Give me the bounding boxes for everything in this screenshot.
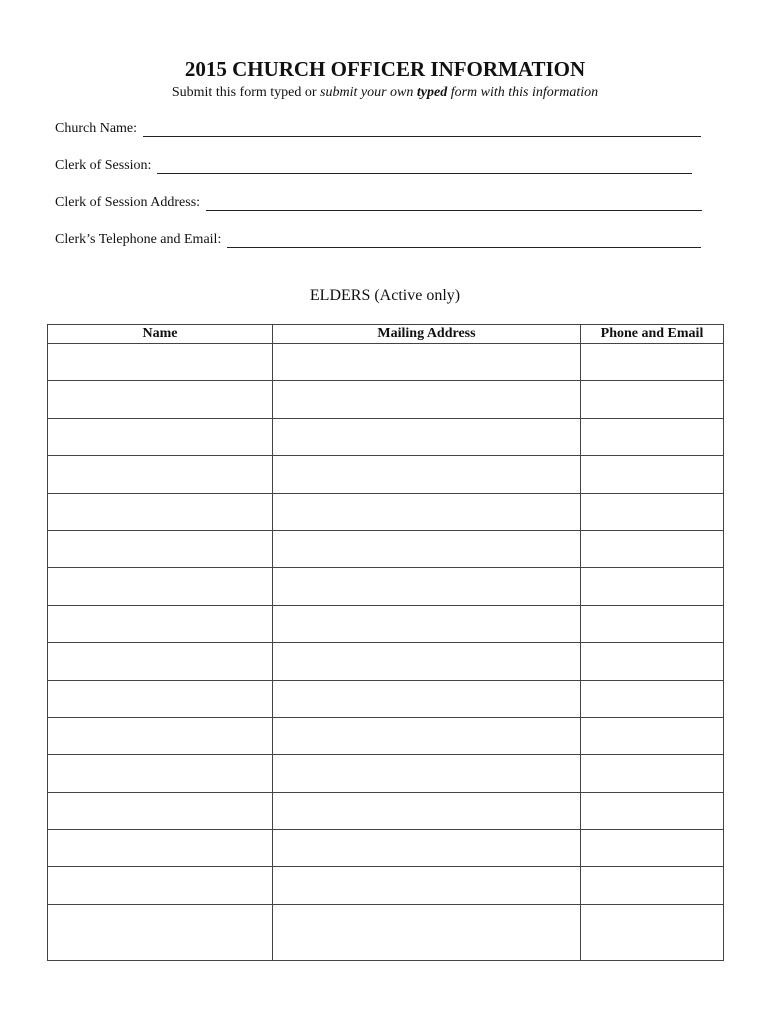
- cell-mailing-address[interactable]: [273, 456, 581, 493]
- elders-section-title: ELDERS (Active only): [309, 287, 461, 304]
- cell-name[interactable]: [48, 344, 273, 381]
- table-row: [48, 792, 724, 829]
- cell-mailing-address[interactable]: [273, 680, 581, 717]
- cell-name[interactable]: [48, 792, 273, 829]
- church-name-input-line[interactable]: [143, 123, 701, 137]
- cell-name[interactable]: [48, 680, 273, 717]
- cell-mailing-address[interactable]: [273, 381, 581, 418]
- clerk-of-session-field: [55, 158, 692, 174]
- church-name-field: [55, 121, 701, 137]
- table-row: [48, 904, 724, 960]
- column-header-name: Name: [48, 325, 273, 344]
- cell-phone-email[interactable]: [581, 680, 724, 717]
- table-row: [48, 755, 724, 792]
- table-row: [48, 493, 724, 530]
- cell-phone-email[interactable]: [581, 493, 724, 530]
- cell-phone-email[interactable]: [581, 755, 724, 792]
- cell-name[interactable]: [48, 418, 273, 455]
- table-row: [48, 867, 724, 904]
- cell-name[interactable]: [48, 904, 273, 960]
- instructions-italic-end: form with this information: [447, 85, 599, 100]
- cell-name[interactable]: [48, 755, 273, 792]
- table-row: [48, 605, 724, 642]
- cell-mailing-address[interactable]: [273, 344, 581, 381]
- cell-mailing-address[interactable]: [273, 605, 581, 642]
- clerk-address-label: Clerk of Session Address:: [55, 195, 201, 210]
- table-row: [48, 568, 724, 605]
- cell-name[interactable]: [48, 493, 273, 530]
- cell-name[interactable]: [48, 605, 273, 642]
- table-row: [48, 418, 724, 455]
- cell-phone-email[interactable]: [581, 792, 724, 829]
- clerk-of-session-label: Clerk of Session:: [55, 158, 152, 173]
- cell-name[interactable]: [48, 830, 273, 867]
- table-row: [48, 344, 724, 381]
- cell-phone-email[interactable]: [581, 456, 724, 493]
- cell-name[interactable]: [48, 643, 273, 680]
- cell-mailing-address[interactable]: [273, 755, 581, 792]
- cell-phone-email[interactable]: [581, 717, 724, 754]
- table-row: [48, 643, 724, 680]
- clerk-address-input-line[interactable]: [206, 197, 702, 211]
- cell-phone-email[interactable]: [581, 643, 724, 680]
- table-row: [48, 456, 724, 493]
- elders-table: [47, 324, 724, 961]
- cell-mailing-address[interactable]: [273, 530, 581, 567]
- table-row: [48, 530, 724, 567]
- cell-phone-email[interactable]: [581, 605, 724, 642]
- instructions-typed-emphasis: typed: [416, 85, 448, 100]
- instructions-text: Submit this form typed or: [171, 85, 321, 100]
- elders-table-header: [48, 325, 724, 344]
- cell-mailing-address[interactable]: [273, 792, 581, 829]
- instructions-italic-text: submit your own: [320, 85, 417, 100]
- table-row: [48, 680, 724, 717]
- clerk-phone-email-label: Clerk’s Telephone and Email:: [55, 232, 222, 247]
- table-row: [48, 830, 724, 867]
- cell-phone-email[interactable]: [581, 344, 724, 381]
- cell-mailing-address[interactable]: [273, 830, 581, 867]
- cell-phone-email[interactable]: [581, 867, 724, 904]
- cell-mailing-address[interactable]: [273, 568, 581, 605]
- cell-mailing-address[interactable]: [273, 904, 581, 960]
- cell-phone-email[interactable]: [581, 904, 724, 960]
- clerk-of-session-input-line[interactable]: [157, 160, 692, 174]
- cell-name[interactable]: [48, 456, 273, 493]
- clerk-address-field: [55, 195, 702, 211]
- cell-name[interactable]: [48, 568, 273, 605]
- cell-phone-email[interactable]: [581, 530, 724, 567]
- column-header-phone-email: Phone and Email: [581, 325, 724, 344]
- cell-mailing-address[interactable]: [273, 717, 581, 754]
- cell-name[interactable]: [48, 530, 273, 567]
- church-name-label: Church Name:: [55, 121, 138, 136]
- table-row: [48, 381, 724, 418]
- cell-mailing-address[interactable]: [273, 867, 581, 904]
- cell-name[interactable]: [48, 381, 273, 418]
- cell-phone-email[interactable]: [581, 830, 724, 867]
- cell-name[interactable]: [48, 717, 273, 754]
- cell-phone-email[interactable]: [581, 568, 724, 605]
- cell-mailing-address[interactable]: [273, 493, 581, 530]
- cell-phone-email[interactable]: [581, 381, 724, 418]
- form-instructions: [0, 85, 770, 101]
- table-row: [48, 717, 724, 754]
- cell-phone-email[interactable]: [581, 418, 724, 455]
- clerk-phone-email-input-line[interactable]: [227, 234, 701, 248]
- page-title: 2015 CHURCH OFFICER INFORMATION: [184, 57, 586, 81]
- elders-table-body: [48, 344, 724, 961]
- cell-mailing-address[interactable]: [273, 643, 581, 680]
- column-header-mailing-address: Mailing Address: [273, 325, 581, 344]
- clerk-phone-email-field: [55, 232, 701, 248]
- cell-name[interactable]: [48, 867, 273, 904]
- cell-mailing-address[interactable]: [273, 418, 581, 455]
